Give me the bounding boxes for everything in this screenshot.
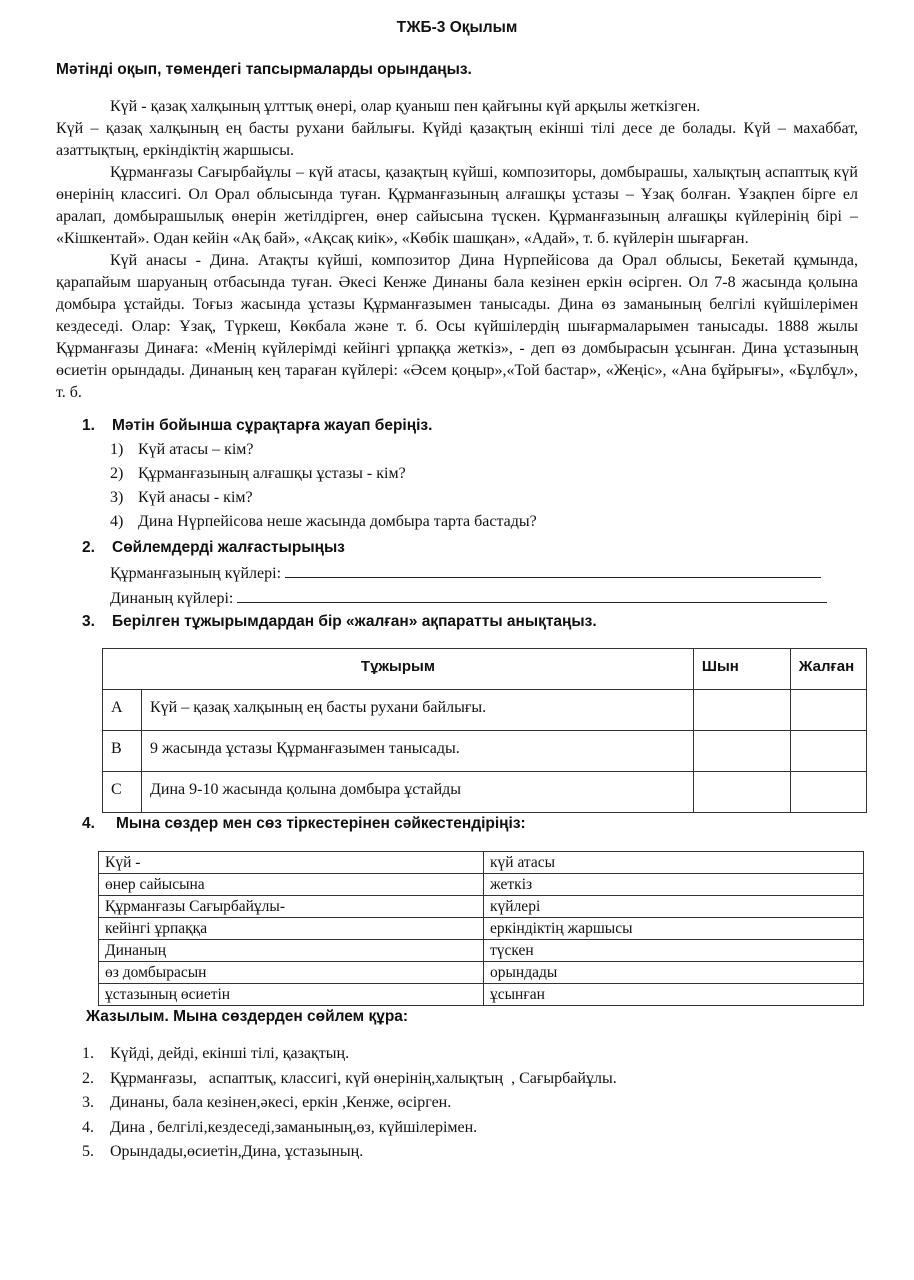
- true-cell[interactable]: [693, 772, 790, 813]
- table-row: [103, 772, 867, 813]
- matching-table: [98, 851, 864, 1006]
- true-false-table: [102, 648, 867, 813]
- left-cell: Күй -: [99, 852, 484, 874]
- question-number: 4): [110, 513, 124, 530]
- question-number: 1): [110, 441, 124, 458]
- table-row: [99, 852, 864, 874]
- question-item: [110, 438, 537, 462]
- section-2-heading: [82, 538, 345, 558]
- section-1-heading: [82, 416, 432, 436]
- column-header-statement: Тұжырым: [103, 649, 694, 690]
- paragraph: Құрманғазы Сағырбайұлы – күй атасы, қазақтың күйші, композиторы, домбырашы, халықтың аспаптық күй өнерінің классигі. Ол Орал облысында туған. Құрманғазының алғашқы ұстазы – Ұзақ болған. Ұзақпен бірге ел аралап, домбырашылық өнерін жетілдірген, өнер сайысына түскен. Құрманғазының алғашқы күйлерінің бірі – «Кішкентай». Одан кейін «Ақ бай», «Ақсақ киік», «Көбік шашқан», «Адай», т. б. күйлерін шығарған.: [56, 164, 858, 247]
- false-cell[interactable]: [790, 690, 866, 731]
- section-number: 1.: [82, 417, 95, 434]
- section-number: 3.: [82, 613, 95, 630]
- row-letter: C: [103, 772, 142, 813]
- table-row: [99, 874, 864, 896]
- false-cell[interactable]: [790, 772, 866, 813]
- right-cell: күйлері: [484, 896, 864, 918]
- row-letter: B: [103, 731, 142, 772]
- table-row: [103, 690, 867, 731]
- table-row: [99, 918, 864, 940]
- fill-label: Динаның күйлері:: [110, 590, 238, 607]
- left-cell: кейінгі ұрпаққа: [99, 918, 484, 940]
- list-item: [82, 1067, 617, 1092]
- item-text: Динаны, бала кезінен,әкесі, еркін ,Кенже, өсірген.: [110, 1094, 452, 1111]
- table-row: [99, 984, 864, 1006]
- question-item: [110, 510, 537, 534]
- item-number: 3.: [82, 1094, 94, 1111]
- item-text: Орындады,өсиетін,Дина, ұстазының.: [110, 1143, 364, 1160]
- question-text: Күй анасы - кім?: [138, 489, 253, 506]
- section-4-heading: [82, 814, 526, 834]
- section-title: Берілген тұжырымдардан бір «жалған» ақпаратты анықтаңыз.: [112, 613, 597, 630]
- left-cell: ұстазының өсиетін: [99, 984, 484, 1006]
- list-item: [82, 1116, 617, 1141]
- answer-blank[interactable]: [285, 561, 821, 578]
- question-list: [110, 438, 537, 534]
- false-cell[interactable]: [790, 731, 866, 772]
- right-cell: күй атасы: [484, 852, 864, 874]
- row-letter: A: [103, 690, 142, 731]
- writing-list: [82, 1042, 617, 1165]
- left-cell: Құрманғазы Сағырбайұлы-: [99, 896, 484, 918]
- table-row: [103, 731, 867, 772]
- item-number: 4.: [82, 1118, 94, 1136]
- section-title: Мына сөздер мен сөз тіркестерінен сәйкестендіріңіз:: [116, 815, 526, 832]
- item-number: 2.: [82, 1069, 94, 1087]
- question-text: Құрманғазының алғашқы ұстазы - кім?: [138, 465, 406, 482]
- section-title: Сөйлемдерді жалғастырыңыз: [112, 539, 345, 556]
- item-text: Дина , белгілі,кездеседі,заманының,өз, күйшілерімен.: [110, 1118, 478, 1136]
- instruction: Мәтінді оқып, төмендегі тапсырмаларды орындаңыз.: [56, 61, 472, 78]
- column-header-false: Жалған: [790, 649, 866, 690]
- right-cell: орындады: [484, 962, 864, 984]
- row-statement: Дина 9-10 жасында қолына домбыра ұстайды: [142, 772, 694, 813]
- fill-line: [110, 586, 827, 610]
- right-cell: түскен: [484, 940, 864, 962]
- right-cell: ұсынған: [484, 984, 864, 1006]
- question-item: [110, 462, 537, 486]
- question-text: Күй атасы – кім?: [138, 441, 254, 458]
- item-text: Күйді, дейді, екінші тілі, қазақтың.: [110, 1045, 350, 1062]
- left-cell: өнер сайысына: [99, 874, 484, 896]
- left-cell: өз домбырасын: [99, 962, 484, 984]
- writing-heading: Жазылым. Мына сөздерден сөйлем құра:: [86, 1008, 409, 1025]
- fill-line: [110, 561, 821, 585]
- paragraph: Күй – қазақ халқының ең басты рухани байлығы. Күйді қазақтың екінші тілі десе де болады. Күй – махаббат, азаттықтың, еркіндіктің жаршысы.: [56, 120, 858, 159]
- list-item: [82, 1140, 617, 1165]
- answer-blank[interactable]: [237, 586, 827, 603]
- paragraph: Күй - қазақ халқының ұлттық өнері, олар қуаныш пен қайғыны күй арқылы жеткізген.: [110, 98, 701, 115]
- page-title: ТЖБ-3 Оқылым: [396, 19, 518, 36]
- list-item: [82, 1042, 617, 1067]
- question-text: Дина Нүрпейісова неше жасында домбыра тарта бастады?: [138, 513, 537, 530]
- left-cell: Динаның: [99, 940, 484, 962]
- right-cell: еркіндіктің жаршысы: [484, 918, 864, 940]
- question-number: 2): [110, 465, 124, 482]
- column-header-true: Шын: [693, 649, 790, 690]
- reading-text: [56, 96, 858, 404]
- item-text: Құрманғазы, аспаптық, классигі, күй өнерінің,халықтың , Сағырбайұлы.: [110, 1069, 617, 1087]
- fill-label: Құрманғазының күйлері:: [110, 565, 286, 582]
- table-row: [99, 940, 864, 962]
- list-item: [82, 1091, 617, 1116]
- paragraph: Күй анасы - Дина. Атақты күйші, композитор Дина Нүрпейісова да Орал облысы, Бекетай құмында, қарапайым шаруаның отбасында туған. Әкесі Кенже Динаны бала кезінен еркін өсірген. Ол 7-8 жасында қолына домбыра ұстайды. Тоғыз жасында ұстазы Құрманғазымен танысады. Дина өз заманының белгілі күйшілерімен кездеседі. Олар: Ұзақ, Түркеш, Көкбала және т. б. Осы күйшілердің шығармаларымен танысады. 1888 жылы Құрманғазы Динаға: «Менің күйлерімді кейінгі ұрпаққа жеткіз», - деп өз домбырасын ұсынған. Дина ұстазының өсиетін орындады. Динаның кең тараған күйлері: «Әсем қоңыр»,«Той бастар», «Жеңіс», «Ана бұйрығы», «Бұлбұл», т. б.: [56, 252, 858, 401]
- section-number: 4.: [82, 815, 95, 832]
- table-row: [99, 962, 864, 984]
- question-item: [110, 486, 537, 510]
- row-statement: Күй – қазақ халқының ең басты рухани байлығы.: [142, 690, 694, 731]
- section-title: Мәтін бойынша сұрақтарға жауап беріңіз.: [112, 417, 433, 434]
- item-number: 5.: [82, 1143, 94, 1160]
- table-row: [99, 896, 864, 918]
- question-number: 3): [110, 489, 124, 506]
- section-number: 2.: [82, 539, 95, 556]
- row-statement: 9 жасында ұстазы Құрманғазымен танысады.: [142, 731, 694, 772]
- true-cell[interactable]: [693, 690, 790, 731]
- item-number: 1.: [82, 1045, 94, 1062]
- section-3-heading: [82, 612, 597, 632]
- true-cell[interactable]: [693, 731, 790, 772]
- right-cell: жеткіз: [484, 874, 864, 896]
